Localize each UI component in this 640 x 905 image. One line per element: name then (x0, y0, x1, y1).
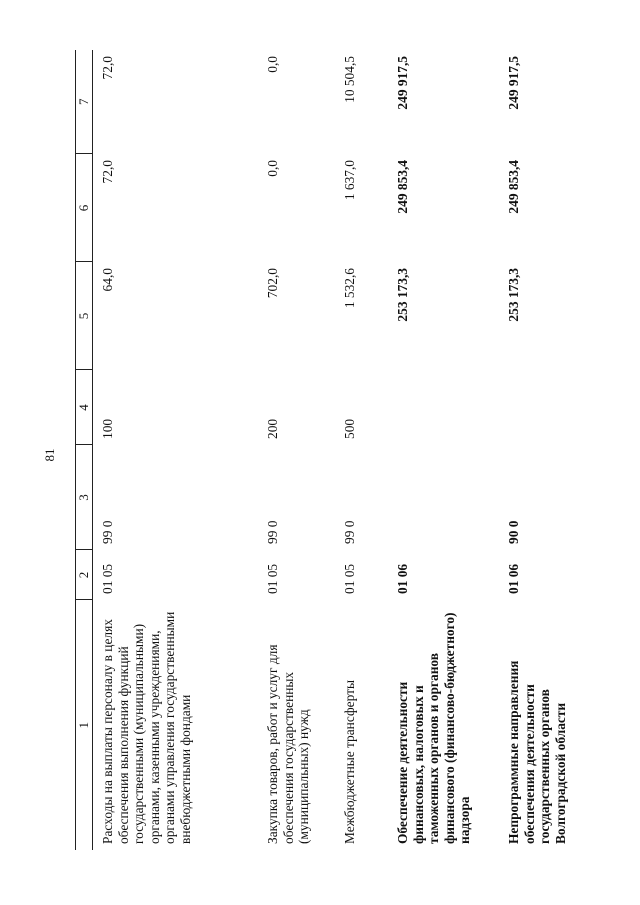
target-code (388, 445, 499, 550)
amount-col5: 253 173,3 (395, 268, 410, 322)
section-code: 01 05 (265, 563, 280, 594)
item-name: Закупка товаров, работ и услуг для обеспечения государственных (муниципальных) нужд (265, 644, 311, 844)
section-code: 01 06 (395, 563, 410, 594)
amount-col7: 0,0 (265, 56, 280, 73)
amount-col6: 72,0 (100, 160, 115, 184)
target-code: 99 0 (100, 520, 115, 544)
amount-col5: 702,0 (265, 268, 280, 299)
column-number: 7 (76, 50, 93, 154)
table-row (499, 50, 602, 850)
column-number: 2 (76, 550, 93, 600)
column-number: 4 (76, 370, 93, 445)
amount-col7: 10 504,5 (342, 56, 357, 103)
column-number: 3 (76, 445, 93, 550)
amount-col7: 72,0 (100, 56, 115, 80)
amount-col7: 249 917,5 (506, 56, 521, 110)
rotated-page-content (75, 50, 595, 850)
budget-table (75, 50, 602, 850)
page-number: 81 (42, 448, 57, 462)
section-code: 01 06 (506, 563, 521, 594)
column-number-row (76, 50, 93, 850)
target-code: 99 0 (265, 520, 280, 544)
table-row (258, 50, 335, 850)
item-name: Межбюджетные трансферты (342, 680, 357, 844)
expense-type-code: 200 (265, 418, 280, 439)
column-number: 5 (76, 262, 93, 370)
section-code: 01 05 (342, 563, 357, 594)
amount-col5: 64,0 (100, 268, 115, 292)
expense-type-code (388, 370, 499, 445)
amount-col6: 0,0 (265, 160, 280, 177)
amount-col6: 249 853,4 (506, 160, 521, 214)
target-code: 99 0 (342, 520, 357, 544)
table-row (335, 50, 388, 850)
expense-type-code: 100 (100, 418, 115, 439)
table-row (388, 50, 499, 850)
amount-col6: 1 637,0 (342, 160, 357, 201)
table-row (93, 50, 259, 850)
column-number: 6 (76, 154, 93, 262)
amount-col5: 1 532,6 (342, 268, 357, 309)
amount-col7: 249 917,5 (395, 56, 410, 110)
item-name: Расходы на выплаты персоналу в целях обеспечения выполнения функций государственными (муниципальными) органами, казенными учреждениями, органами управления государственными внебюджетными фондами (100, 611, 193, 844)
section-code: 01 05 (100, 563, 115, 594)
target-code: 90 0 (506, 520, 521, 544)
item-name: Непрограммные направления обеспечения деятельности государственных органов Волгоградской области (506, 660, 568, 844)
expense-type-code (499, 370, 602, 445)
amount-col5: 253 173,3 (506, 268, 521, 322)
item-name: Обеспечение деятельности финансовых, налоговых и таможенных органов и органов финансового (финансово-бюджетного) надзора (395, 612, 472, 844)
expense-type-code: 500 (342, 418, 357, 439)
amount-col6: 249 853,4 (395, 160, 410, 214)
column-number: 1 (76, 600, 93, 850)
